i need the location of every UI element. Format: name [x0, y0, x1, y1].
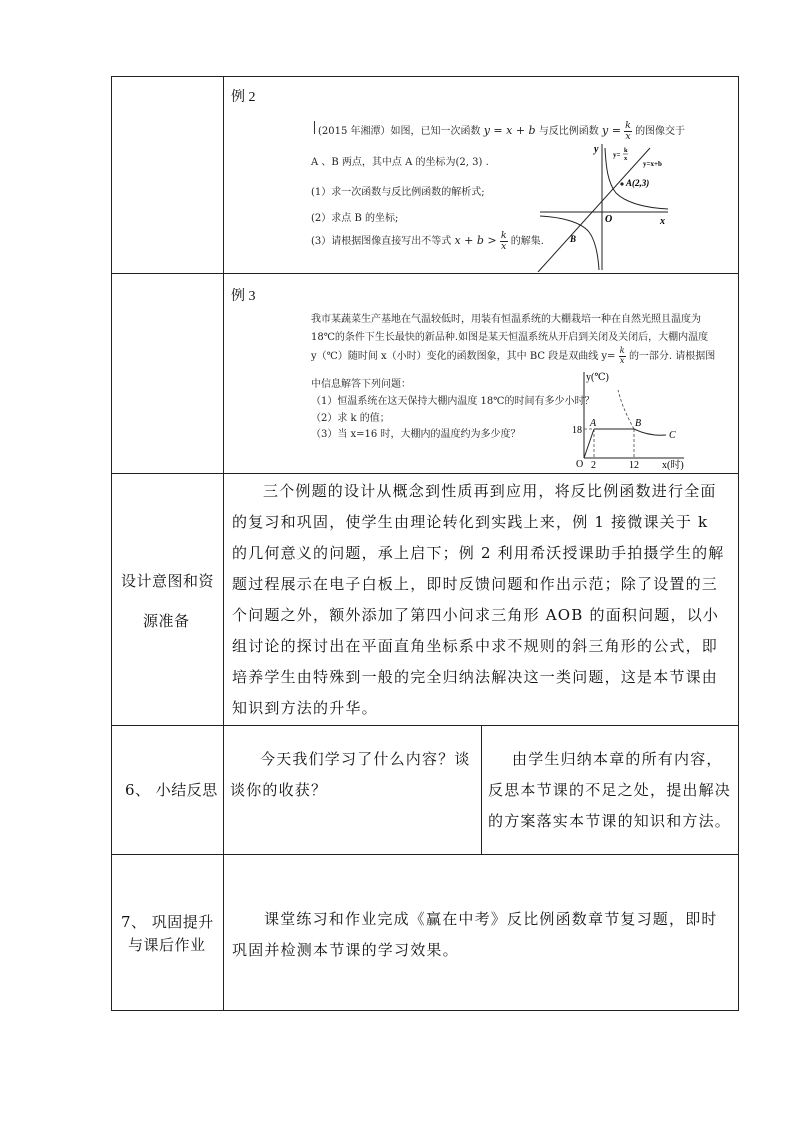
point-c-label: C — [669, 430, 676, 441]
problem-suffix: 的图像交于 — [635, 126, 686, 137]
problem-connector: 与反比例函数 — [538, 126, 599, 137]
example-2-graph — [536, 138, 676, 272]
example-2-question-2: (2）求点 B 的坐标; — [311, 213, 399, 224]
problem-source: (2015 年湘潭）如图，已知一次函数 — [318, 126, 481, 137]
design-intent-text: 三个例题的设计从概念到性质再到应用，将反比例函数进行全面的复习和巩固，使学生由理论转化到实践上来，例 1 接微课关于 k 的几何意义的问题，承上启下；例 2 利用希沃授课助手拍摄学生的解题过程展示在电子白板上，即时反馈问题和作出示范；除了设置的三个问题之外，额外添加了第四小问求三角形 AOB 的面积问题，以小组讨论的探讨出在平面直角坐标系中求不规则的斜三角形的公式，即培养学生由特殊到一般的完全归纳法解决这一类问题，这是本节课由知识到方法的升华。 — [232, 482, 725, 717]
linear-function: y = x + b — [483, 124, 536, 137]
example-2-marker — [314, 121, 315, 134]
segment-oa — [584, 429, 594, 458]
point-a-marker — [620, 182, 623, 185]
curve-label-lhs: y= — [613, 151, 621, 159]
column-divider — [223, 76, 224, 1011]
question-3-inequality: x + b > — [454, 234, 497, 247]
question-3-fraction — [500, 231, 508, 252]
example-2-question-3 — [311, 231, 544, 252]
linear-graph — [538, 148, 650, 272]
line-3-suffix: 的一部分. 请根据图 — [628, 351, 716, 362]
fraction-numerator: k — [619, 346, 625, 356]
y-axis-label: y — [594, 144, 599, 155]
example-3-line-1: 我市某蔬菜生产基地在气温较低时，用装有恒温系统的大棚栽培一种在自然光照且温度为 — [311, 314, 701, 325]
example-2-heading: 例 2 — [231, 90, 256, 105]
example-3-heading: 例 3 — [231, 289, 256, 304]
y-axis-label: y(℃) — [586, 372, 609, 383]
fraction-numerator: k — [625, 120, 631, 131]
line-label: y=x+b — [643, 160, 662, 168]
x-tick-2: 2 — [591, 460, 596, 471]
fraction-denominator: x — [625, 131, 631, 142]
line-3-fraction — [619, 347, 626, 366]
x-axis-label: x(时) — [662, 460, 684, 471]
point-b-label: B — [570, 234, 577, 244]
row-divider-1 — [111, 273, 739, 274]
summary-student-text: 由学生归纳本章的所有内容，反思本节课的不足之处，提出解决的方案落实本节课的知识和方法。 — [488, 750, 732, 830]
example-3-line-3 — [311, 347, 715, 366]
summary-teacher-text: 今天我们学习了什么内容？谈谈你的收获？ — [230, 750, 471, 799]
summary-split-divider — [481, 725, 482, 854]
example-3-question-1: （1）恒温系统在这天保持大棚内温度 18℃的时间有多少小时？ — [311, 396, 595, 407]
design-intent-label-line-2: 源准备 — [143, 612, 190, 630]
point-b-label: B — [635, 418, 642, 429]
row-divider-4 — [111, 854, 739, 855]
summary-label: 6、 小结反思 — [125, 781, 218, 799]
question-3-suffix: 的解集. — [510, 236, 544, 247]
point-a-label: A — [590, 418, 597, 429]
example-3-line-2: 18℃的条件下生长最快的新品种.如图是某天恒温系统从开启到关闭及关闭后，大棚内温度 — [311, 332, 709, 343]
fraction-denominator: x — [501, 241, 507, 252]
example-3-question-3: （3）当 x=16 时，大棚内的温度约为多少度？ — [311, 429, 521, 440]
curve-label-numerator: k — [624, 147, 628, 154]
homework-text: 课堂练习和作业完成《赢在中考》反比例函数章节复习题，即时巩固并检测本节课的学习效果。 — [232, 910, 718, 959]
design-intent-label-line-1: 设计意图和资 — [121, 572, 215, 590]
origin-label: O — [576, 459, 584, 470]
inverse-function-lhs: y = — [601, 124, 621, 137]
homework-label-line-1: 7、 巩固提升 — [121, 913, 214, 931]
example-2-question-1: (1）求一次函数与反比例函数的解析式; — [311, 187, 485, 198]
fraction-denominator: x — [619, 356, 625, 366]
fraction-numerator: k — [500, 230, 507, 241]
example-3-line-4: 中信息解答下列问题： — [311, 379, 411, 390]
hyperbola-extension — [618, 390, 634, 429]
y-tick-18: 18 — [572, 425, 582, 436]
line-3-prefix: y（℃）随时间 x（小时）变化的函数图象，其中 BC 段是双曲线 y= — [311, 351, 616, 362]
curve-label-denominator: x — [624, 155, 628, 162]
question-3-prefix: (3）请根据图像直接写出不等式 — [311, 236, 452, 247]
segment-bc — [634, 429, 666, 435]
example-3-question-2: （2）求 k 的值； — [311, 413, 390, 424]
origin-label: O — [605, 214, 613, 225]
x-tick-12: 12 — [629, 460, 639, 471]
point-a-label: A(2,3) — [626, 178, 650, 188]
example-2-line-2: A 、B 两点，其中点 A 的坐标为(2, 3) . — [311, 157, 489, 168]
homework-label-line-2: 与课后作业 — [128, 936, 206, 954]
example-3-graph — [562, 366, 692, 472]
x-axis-label: x — [660, 216, 665, 227]
row-divider-2 — [111, 473, 739, 474]
row-divider-3 — [111, 725, 739, 726]
